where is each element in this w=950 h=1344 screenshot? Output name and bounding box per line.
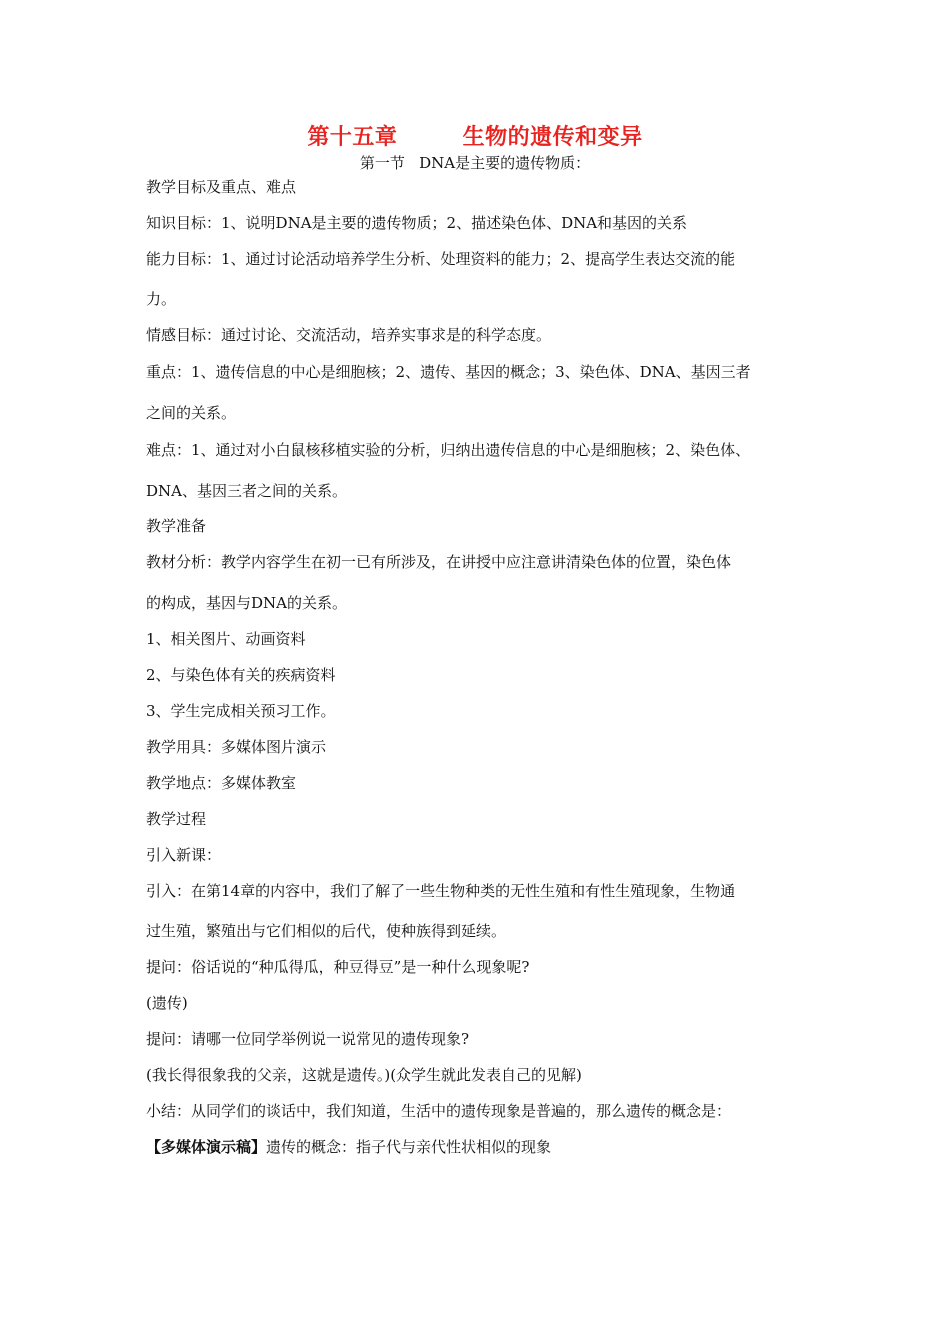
text-line: 教学目标及重点、难点 xyxy=(146,178,297,196)
text-line: 过生殖，繁殖出与它们相似的后代，使种族得到延续。 xyxy=(146,922,507,940)
text-line: DNA、基因三者之间的关系。 xyxy=(146,482,347,500)
text-line: (遗传) xyxy=(146,994,188,1012)
text-line: 力。 xyxy=(146,290,177,308)
concept-text: 遗传的概念：指子代与亲代性状相似的现象 xyxy=(266,1138,552,1156)
text-line: 1、相关图片、动画资料 xyxy=(146,630,306,648)
text-line: 难点：1、通过对小白鼠核移植实验的分析，归纳出遗传信息的中心是细胞核；2、染色体、 xyxy=(146,441,751,459)
text-line: 引入：在第14章的内容中，我们了解了一些生物种类的无性生殖和有性生殖现象，生物通 xyxy=(146,882,736,900)
text-line: (我长得很象我的父亲，这就是遗传。)(众学生就此发表自己的见解) xyxy=(146,1066,582,1084)
text-line: 能力目标：1、通过讨论活动培养学生分析、处理资料的能力；2、提高学生表达交流的能 xyxy=(146,250,736,268)
text-line: 3、学生完成相关预习工作。 xyxy=(146,702,336,720)
text-line: 2、与染色体有关的疾病资料 xyxy=(146,666,336,684)
text-line: 教学地点：多媒体教室 xyxy=(146,774,297,792)
multimedia-label: 【多媒体演示稿】 xyxy=(146,1138,267,1156)
text-line: 教学用具：多媒体图片演示 xyxy=(146,738,327,756)
text-line: 引入新课： xyxy=(146,846,222,864)
text-line: 提问：请哪一位同学举例说一说常见的遗传现象? xyxy=(146,1030,470,1048)
text-line: 知识目标：1、说明DNA是主要的遗传物质；2、描述染色体、DNA和基因的关系 xyxy=(146,214,688,232)
text-line: 重点：1、遗传信息的中心是细胞核；2、遗传、基因的概念；3、染色体、DNA、基因三者 xyxy=(146,363,751,381)
text-line: 教学过程 xyxy=(146,810,207,828)
text-line: 教学准备 xyxy=(146,517,207,535)
section-title: 第一节 DNA是主要的遗传物质： xyxy=(359,154,591,172)
text-line: 提问：俗话说的“种瓜得瓜，种豆得豆”是一种什么现象呢? xyxy=(146,958,530,976)
text-line: 的构成，基因与DNA的关系。 xyxy=(146,594,347,612)
chapter-title: 第十五章 生物的遗传和变异 xyxy=(307,124,643,150)
text-line-multimedia xyxy=(146,1137,826,1157)
text-line: 教材分析：教学内容学生在初一已有所涉及，在讲授中应注意讲清染色体的位置，染色体 xyxy=(146,553,732,571)
text-line: 小结：从同学们的谈话中，我们知道，生活中的遗传现象是普遍的，那么遗传的概念是： xyxy=(146,1102,732,1120)
text-line: 之间的关系。 xyxy=(146,404,237,422)
text-line: 情感目标：通过讨论、交流活动，培养实事求是的科学态度。 xyxy=(146,326,552,344)
